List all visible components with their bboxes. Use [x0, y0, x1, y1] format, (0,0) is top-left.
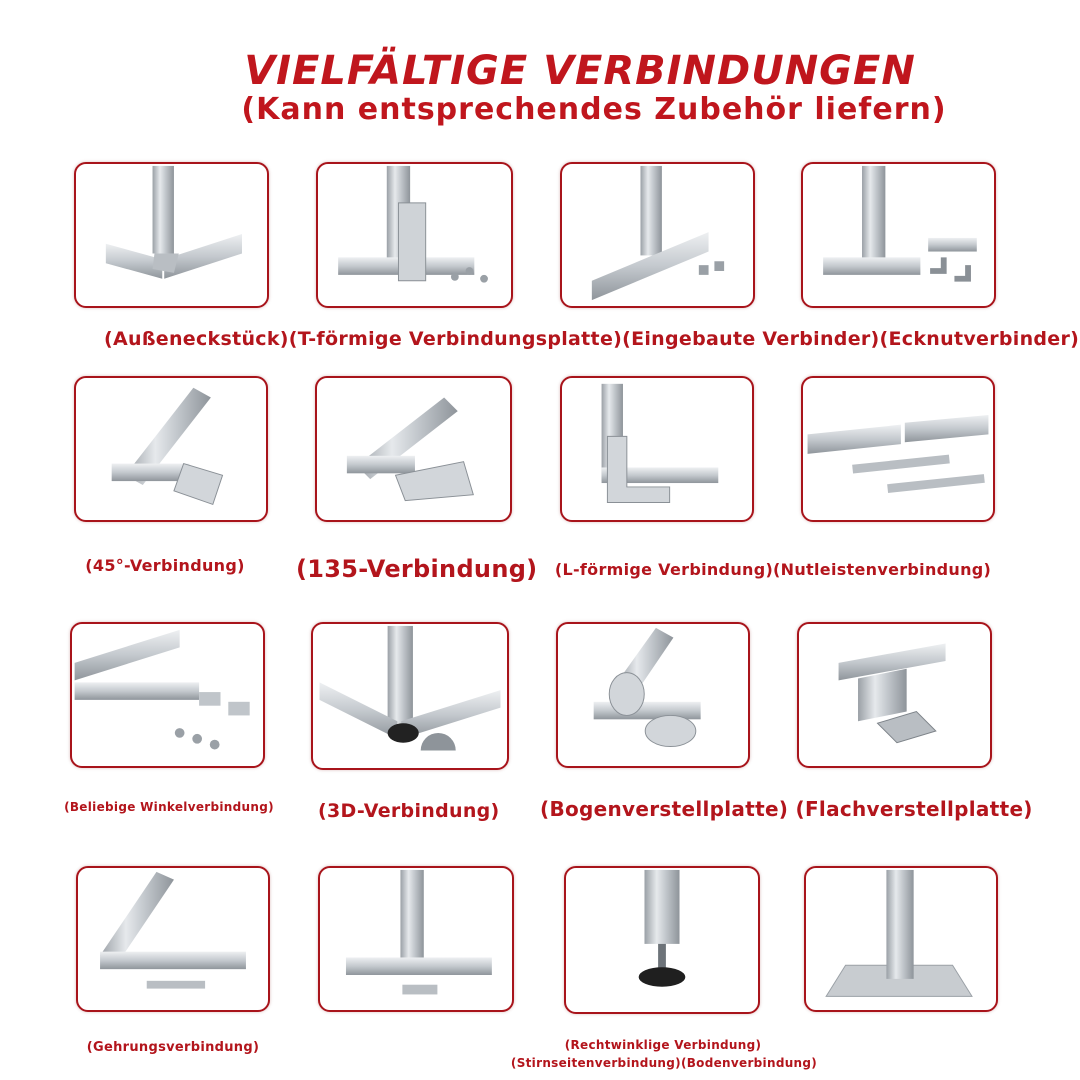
tile-rechtwinklig	[318, 866, 514, 1012]
caption-row1: (Außeneckstück)(T-förmige Verbindungsplatte)(Eingebaute Verbinder)(Ecknutverbinder)	[104, 328, 1080, 350]
tile-t-platte	[316, 162, 513, 308]
tile-gehrung	[76, 866, 270, 1012]
tile-45-verbindung	[74, 376, 268, 522]
caption-45: (45°-Verbindung)	[85, 556, 245, 575]
caption-beliebige: (Beliebige Winkelverbindung)	[64, 800, 274, 814]
page-subtitle: (Kann entsprechendes Zubehör liefern)	[241, 92, 947, 127]
caption-bogen-flach: (Bogenverstellplatte) (Flachverstellplatte)	[540, 797, 1033, 821]
caption-135: (135-Verbindung)	[296, 555, 538, 583]
tile-l-foermig	[560, 376, 754, 522]
tile-aussen-eckstueck	[74, 162, 269, 308]
caption-l-nutleiste: (L-förmige Verbindung)(Nutleistenverbindung)	[554, 560, 992, 579]
tile-stirnseite	[564, 866, 760, 1014]
tile-135-verbindung	[315, 376, 512, 522]
tile-3d	[311, 622, 509, 770]
caption-rechtwinklig: (Rechtwinklige Verbindung)	[564, 1038, 762, 1052]
caption-gehrung: (Gehrungsverbindung)	[86, 1040, 260, 1055]
tile-bogenverstellplatte	[556, 622, 750, 768]
page-title: VIELFÄLTIGE VERBINDUNGEN	[244, 48, 916, 94]
caption-stirn-boden: (Stirnseitenverbindung)(Bodenverbindung)	[510, 1056, 818, 1070]
tile-beliebige-winkel	[70, 622, 265, 768]
tile-flachverstellplatte	[797, 622, 992, 768]
caption-3d: (3D-Verbindung)	[318, 800, 500, 822]
tile-nutleiste	[801, 376, 995, 522]
tile-boden	[804, 866, 998, 1012]
tile-ecknutverbinder	[801, 162, 996, 308]
tile-eingebaute-verbinder	[560, 162, 755, 308]
